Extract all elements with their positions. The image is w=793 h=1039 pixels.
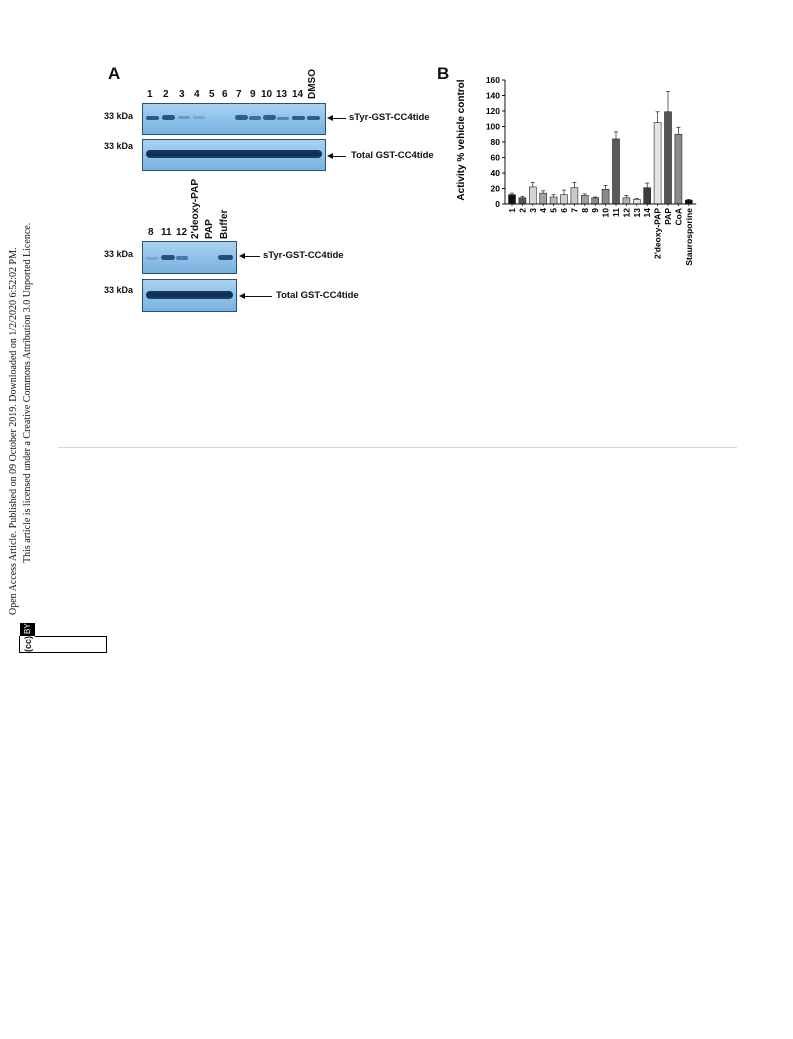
bars	[509, 92, 693, 204]
y-tick-label: 60	[490, 152, 500, 163]
arrow-head-icon	[239, 253, 245, 259]
bar	[571, 188, 578, 204]
x-tick-label: PAP	[663, 208, 673, 225]
lane-label: DMSO	[307, 69, 318, 99]
lane-label: 1	[147, 89, 153, 100]
band	[193, 116, 205, 119]
total-label: Total GST-CC4tide	[351, 150, 434, 161]
band	[218, 255, 233, 260]
y-tick-label: 80	[490, 137, 500, 147]
x-tick-label: 8	[579, 208, 590, 213]
lane-label: 8	[148, 227, 154, 238]
arrow-head-icon	[239, 293, 245, 299]
band	[292, 116, 305, 120]
phospho-blot-bottom	[142, 241, 237, 274]
bar	[550, 197, 557, 204]
kda-label: 33 kDa	[104, 285, 134, 295]
x-tick-label: 1	[507, 208, 517, 213]
x-tick-label: 5	[548, 208, 559, 213]
band	[146, 257, 158, 260]
activity-bar-chart	[450, 70, 700, 280]
lane-label: 9	[250, 89, 256, 100]
bar	[602, 189, 609, 204]
arrow	[242, 296, 272, 297]
x-tick-label: 6	[559, 208, 569, 213]
lane-label: PAP	[204, 219, 215, 239]
bar	[540, 193, 547, 204]
bar	[665, 112, 672, 204]
x-tick-label: 7	[569, 208, 580, 213]
total-blot-bottom	[142, 279, 237, 312]
lane-label: 2'deoxy-PAP	[190, 179, 201, 239]
total-label: Total GST-CC4tide	[276, 290, 359, 301]
y-tick-label: 120	[485, 106, 500, 116]
x-tick-label: 10	[600, 208, 611, 218]
lane-label: 3	[179, 89, 185, 100]
lane-label: 10	[261, 89, 273, 100]
phospho-blot-top	[142, 103, 326, 135]
y-tick-label: 0	[495, 199, 500, 209]
band	[146, 291, 233, 299]
divider-line	[58, 447, 737, 448]
panel-a-label: A	[108, 64, 121, 83]
phospho-label: sTyr-GST-CC4tide	[263, 250, 344, 261]
x-tick-label: Staurosporine	[683, 208, 694, 266]
bar	[592, 198, 599, 204]
lane-label: 13	[276, 89, 288, 100]
cc-icon: (cc)	[20, 636, 35, 652]
bar	[613, 139, 620, 204]
band	[307, 116, 320, 120]
bar	[644, 188, 651, 204]
band	[161, 255, 175, 260]
y-axis	[486, 75, 505, 209]
x-axis	[505, 204, 696, 266]
band	[263, 115, 276, 120]
bar	[685, 200, 692, 204]
x-tick-label: 13	[631, 208, 642, 218]
x-tick-label: 4	[538, 208, 549, 213]
band	[146, 150, 322, 158]
band	[249, 116, 261, 120]
bar	[509, 195, 516, 204]
band	[146, 116, 159, 120]
x-tick-label: 3	[527, 208, 538, 213]
x-tick-label: CoA	[673, 208, 684, 226]
kda-label: 33 kDa	[104, 111, 134, 121]
by-icon: BY	[20, 623, 35, 636]
bar	[519, 198, 526, 204]
y-tick-label: 40	[490, 168, 500, 178]
panel-b-label: B	[437, 64, 450, 83]
bar	[561, 195, 568, 204]
lane-label: 14	[292, 89, 304, 100]
lane-label: 11	[161, 227, 172, 238]
lane-label: 5	[209, 89, 215, 100]
kda-label: 33 kDa	[104, 249, 134, 259]
arrow-head-icon	[327, 153, 333, 159]
lane-label: 6	[222, 89, 228, 100]
band	[178, 116, 190, 119]
arrow-head-icon	[327, 115, 333, 121]
x-tick-label: 9	[590, 208, 601, 213]
x-tick-label: 14	[642, 208, 653, 218]
band	[277, 117, 289, 120]
lane-label: 12	[176, 227, 188, 238]
lane-label: 7	[236, 89, 242, 100]
licence-notice: This article is licensed under a Creative Commons Attribution 3.0 Unported Licence.	[22, 222, 33, 563]
y-axis-label: Activity % vehicle control	[456, 79, 467, 201]
y-tick-label: 140	[485, 90, 500, 101]
y-tick-label: 160	[485, 75, 500, 85]
total-blot-top	[142, 139, 326, 171]
band	[162, 115, 175, 120]
bar	[654, 123, 661, 204]
x-tick-label: 12	[621, 208, 632, 218]
lane-label: 4	[194, 89, 200, 100]
access-notice: Open Access Article. Published on 09 October 2019. Downloaded on 1/2/2020 6:52:02 PM.	[8, 247, 19, 615]
y-tick-label: 100	[485, 121, 500, 132]
x-tick-label: 11	[611, 208, 621, 217]
kda-label: 33 kDa	[104, 141, 134, 151]
bar	[623, 198, 630, 204]
lane-label: 2	[163, 89, 169, 100]
x-tick-label: 2'deoxy-PAP	[652, 208, 663, 259]
bar	[675, 134, 682, 204]
bar	[529, 187, 536, 204]
x-tick-label: 2	[517, 208, 528, 213]
y-tick-label: 20	[490, 183, 500, 194]
bar	[581, 195, 588, 204]
band	[176, 256, 188, 260]
bar	[633, 199, 640, 204]
phospho-label: sTyr-GST-CC4tide	[349, 112, 430, 123]
lane-label: Buffer	[219, 209, 230, 239]
band	[235, 115, 248, 120]
cc-by-badge[interactable]	[19, 623, 107, 653]
